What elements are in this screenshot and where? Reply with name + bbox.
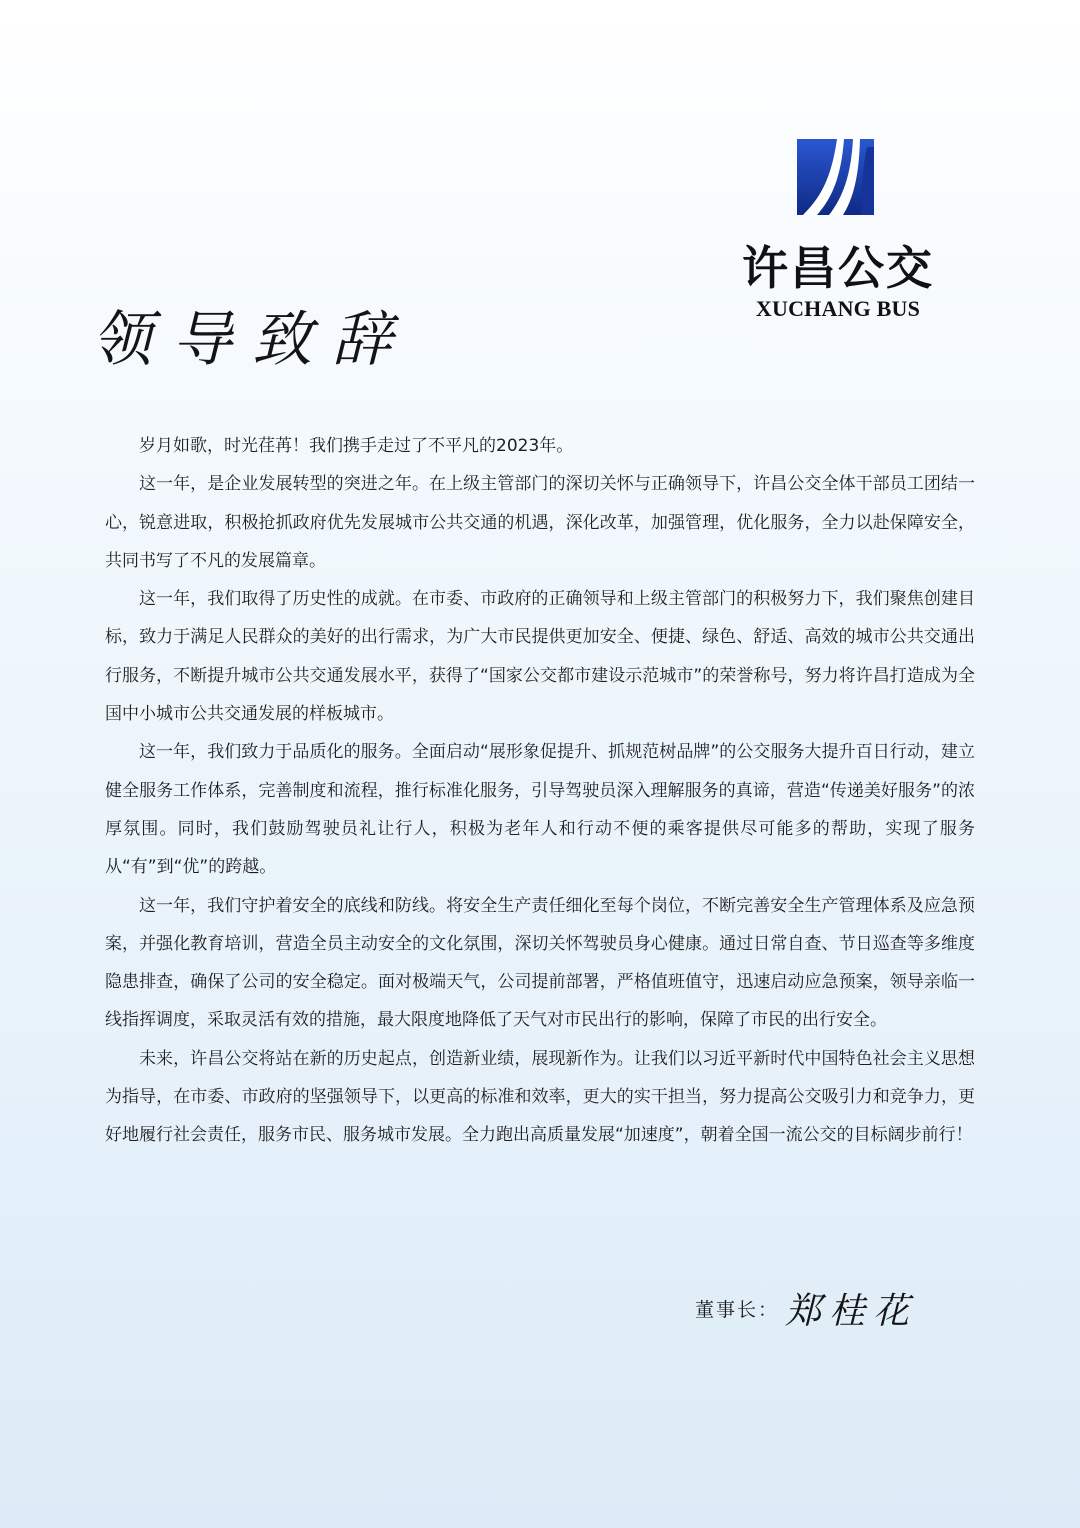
page-title: 领导致辞: [92, 305, 412, 375]
letter-body: [105, 427, 975, 1155]
letter-paragraph: 这一年，是企业发展转型的突进之年。在上级主管部门的深切关怀与正确领导下，许昌公交全体干部员工团结一心，锐意进取，积极抢抓政府优先发展城市公共交通的机遇，深化改革，加强管理，优化服务，全力以赴保障安全，共同书写了不凡的发展篇章。: [105, 474, 975, 571]
letter-paragraph: 这一年，我们取得了历史性的成就。在市委、市政府的正确领导和上级主管部门的积极努力下，我们聚焦创建目标，致力于满足人民群众的美好的出行需求，为广大市民提供更加安全、便捷、绿色、舒适、高效的城市公共交通出行服务，不断提升城市公共交通发展水平，获得了“国家公交都市建设示范城市”的荣誉称号，努力将许昌打造成为全国中小城市公共交通发展的样板城市。: [105, 589, 975, 725]
signature-name: 郑桂花: [785, 1291, 918, 1332]
letter-paragraph: 未来，许昌公交将站在新的历史起点，创造新业绩，展现新作为。让我们以习近平新时代中国特色社会主义思想为指导，在市委、市政府的坚强领导下，以更高的标准和效率，更大的实干担当，努力提高公交吸引力和竞争力，更好地履行社会责任，服务市民、服务城市发展。全力跑出高质量发展“加速度”，朝着全国一流公交的目标阔步前行！: [105, 1048, 975, 1146]
letter-paragraph: 这一年，我们守护着安全的底线和防线。将安全生产责任细化至每个岗位，不断完善安全生产管理体系及应急预案，并强化教育培训，营造全员主动安全的文化氛围，深切关怀驾驶员身心健康。通过日常自查、节日巡查等多维度隐患排查，确保了公司的安全稳定。面对极端天气，公司提前部署，严格值班值守，迅速启动应急预案，领导亲临一线指挥调度，采取灵活有效的措施，最大限度地降低了天气对市民出行的影响，保障了市民的出行安全。: [105, 895, 975, 1031]
signature-label: 董事长：: [695, 1299, 780, 1321]
brand-name-en: XUCHANG BUS: [755, 296, 921, 321]
signature: [695, 1283, 917, 1337]
brand-logo-icon: [797, 139, 874, 215]
letter-paragraph: 岁月如歌，时光荏苒！我们携手走过了不平凡的2023年。: [139, 436, 574, 456]
brand-name-cn: 许昌公交: [742, 241, 934, 295]
letter-paragraph: 这一年，我们致力于品质化的服务。全面启动“展形象促提升、抓规范树品牌”的公交服务大提升百日行动，建立健全服务工作体系，完善制度和流程，推行标准化服务，引导驾驶员深入理解服务的真谛，营造“传递美好服务”的浓厚氛围。同时，我们鼓励驾驶员礼让行人，积极为老年人和行动不便的乘客提供尽可能多的帮助，实现了服务从“有”到“优”的跨越。: [105, 742, 975, 878]
